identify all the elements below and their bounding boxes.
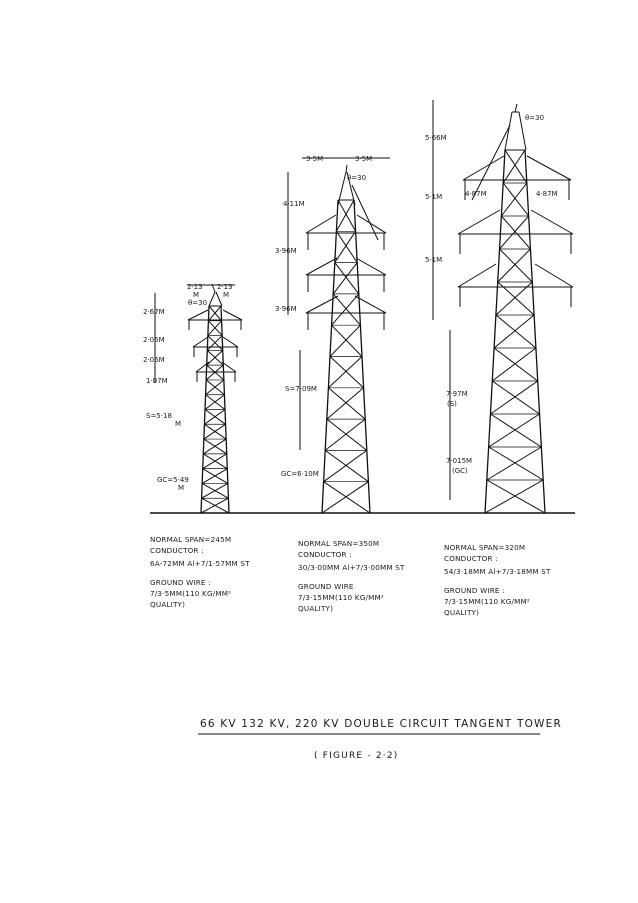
tower-66kv-lattice <box>201 306 229 513</box>
lattice-member <box>324 450 367 481</box>
lattice-member <box>332 294 359 325</box>
lattice-member <box>489 414 540 447</box>
span-66kv: NORMAL SPAN=245M <box>150 535 232 544</box>
lattice-member <box>505 150 527 183</box>
ground-wire-label-220kv: GROUND WIRE : <box>444 586 505 595</box>
dim-132-top-right: 3·5M <box>355 155 373 163</box>
dim-66-top-left: 2·13 <box>187 283 203 291</box>
quality-220kv: QUALITY) <box>444 608 480 617</box>
ground-wire-220kv: 7/3·15MM(110 KG/MM² <box>444 597 530 606</box>
lattice-member <box>496 315 536 348</box>
lattice-member <box>335 231 356 262</box>
lattice-member <box>333 263 357 294</box>
lattice-member <box>327 419 367 450</box>
dim-220-v1: 5·1M <box>425 193 443 201</box>
ground-wire-66kv: 7/3·5MM(110 KG/MM² <box>150 589 232 598</box>
lattice-member <box>500 216 529 249</box>
lattice-member <box>485 150 505 513</box>
conductor-132kv: 30/3·00MM Al+7/3·00MM ST <box>298 563 405 572</box>
angle-132kv: θ=30 <box>347 174 367 182</box>
lattice-member <box>494 315 534 348</box>
lattice-member <box>490 381 537 414</box>
lattice-member <box>487 447 542 480</box>
lattice-member <box>330 357 364 388</box>
lattice-member <box>525 150 545 513</box>
quality-132kv: QUALITY) <box>298 604 334 613</box>
sag-220kv: 7·97M <box>446 390 468 398</box>
sag-66kv-unit: M <box>175 420 182 428</box>
lattice-member <box>492 348 536 381</box>
lattice-member <box>501 183 526 216</box>
gc-66kv: GC=5·49 <box>157 476 189 484</box>
dim-220-top: 5·66M <box>425 134 447 142</box>
conductor-label-66kv: CONDUCTOR : <box>150 546 204 555</box>
dim-66-v2: 2·06M <box>143 336 165 344</box>
span-220kv: NORMAL SPAN=320M <box>444 543 526 552</box>
sag-66kv: S=5·18 <box>146 412 172 420</box>
angle-220kv: θ=30 <box>525 114 545 122</box>
ground-wire-label-132kv: GROUND WIRE <box>298 582 354 591</box>
gc-66kv-unit: M <box>178 484 185 492</box>
sag-132kv: S=7·09M <box>285 385 317 393</box>
tower-132kv-lattice <box>322 200 370 513</box>
dim-66-top-unit-left: M <box>193 291 200 299</box>
conductor-66kv: 6A-72MM Al+7/1·57MM ST <box>150 559 250 568</box>
sag-220kv-unit: (S) <box>447 400 457 408</box>
gc-220kv: 7·015M <box>446 457 473 465</box>
conductor-label-220kv: CONDUCTOR : <box>444 554 498 563</box>
lattice-member <box>336 231 357 262</box>
lattice-member <box>338 200 356 231</box>
lattice-member <box>498 249 531 282</box>
lattice-member <box>503 150 525 183</box>
dim-66-top-unit-right: M <box>223 291 230 299</box>
lattice-member <box>485 480 543 513</box>
angle-66kv: θ=30 <box>188 299 208 307</box>
dim-66-v4: 1·07M <box>146 377 168 385</box>
lattice-member <box>325 450 368 481</box>
dim-220-side-left: 4·87M <box>465 190 487 198</box>
lattice-member <box>327 388 364 419</box>
lattice-member <box>325 419 365 450</box>
lattice-member <box>487 480 545 513</box>
figure-title: 66 KV 132 KV, 220 KV DOUBLE CIRCUIT TANGENT TOWER <box>200 718 562 730</box>
quality-66kv: QUALITY) <box>150 600 186 609</box>
lattice-member <box>490 414 541 447</box>
lattice-member <box>336 200 354 231</box>
lattice-member <box>500 249 533 282</box>
conductor-label-132kv: CONDUCTOR : <box>298 550 352 559</box>
lattice-member <box>324 482 370 513</box>
dim-132-top-left: 3·5M <box>306 155 324 163</box>
lattice-member <box>492 381 539 414</box>
gc-220kv-unit: (GC) <box>452 467 468 475</box>
lattice-member <box>335 263 359 294</box>
dim-66-v1: 2·67M <box>143 308 165 316</box>
lattice-member <box>333 294 360 325</box>
lattice-member <box>332 325 362 356</box>
dim-132-v3: 3·96M <box>275 305 297 313</box>
dim-132-v2: 3·96M <box>275 247 297 255</box>
figure-number: ( FIGURE - 2·2) <box>314 751 399 761</box>
ground-wire-label-66kv: GROUND WIRE : <box>150 578 211 587</box>
spec-132kv <box>298 539 405 613</box>
lattice-member <box>494 348 538 381</box>
tower-220kv <box>433 100 573 513</box>
ground-wire-132kv: 7/3·15MM(110 KG/MM² <box>298 593 384 602</box>
dim-66-v3: 2·06M <box>143 356 165 364</box>
tower-220kv-lattice <box>485 150 545 513</box>
dim-220-v2: 5·1M <box>425 256 443 264</box>
lattice-member <box>328 388 365 419</box>
spec-66kv <box>150 535 250 609</box>
lattice-member <box>330 325 360 356</box>
dim-66-top-right: 2·13 <box>217 283 233 291</box>
lattice-member <box>322 482 368 513</box>
lattice-member <box>328 357 362 388</box>
tower-132kv <box>288 158 390 513</box>
conductor-220kv: 54/3·18MM Al+7/3·18MM ST <box>444 567 551 576</box>
span-132kv: NORMAL SPAN=350M <box>298 539 380 548</box>
lattice-member <box>501 216 530 249</box>
spec-220kv <box>444 543 551 617</box>
lattice-member <box>503 183 528 216</box>
gc-132kv: GC=6·10M <box>281 470 319 478</box>
lattice-member <box>489 447 544 480</box>
dim-132-v1: 4·11M <box>283 200 305 208</box>
dim-220-side-right: 4·87M <box>536 190 558 198</box>
